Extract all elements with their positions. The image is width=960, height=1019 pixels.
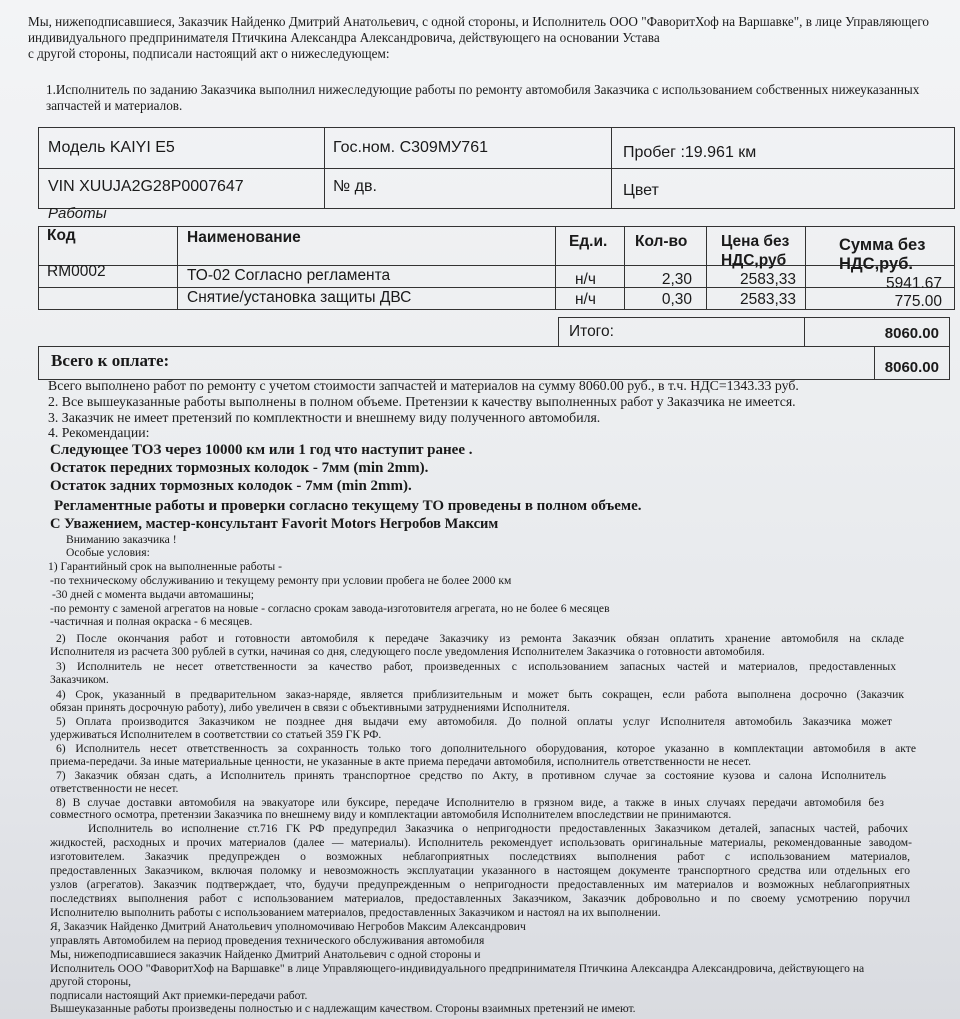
para-11: Исполнитель ООО "ФаворитХоф на Варшавке" в лице Управляющего-индивидуального предпринимателя Птичкина Александра Александровича, действующего на [50, 962, 865, 975]
cond-3b: Заказчиком. [50, 673, 109, 686]
col-header-name: Наименование [187, 229, 301, 246]
item1-line-2: запчастей и материалов. [46, 98, 183, 113]
row1-unit: н/ч [575, 271, 596, 288]
col-header-price-l1: Цена без [721, 233, 790, 250]
itogo-label: Итого: [569, 323, 614, 340]
intro-line-3: с другой стороны, подписали настоящий акт о нижеследующем: [28, 46, 390, 61]
para-13: подписали настоящий Акт приемки-передачи работ. [50, 989, 308, 1002]
special-conditions-heading: Особые условия: [66, 546, 150, 559]
cond-1b: -30 дней с момента выдачи автомашины; [52, 588, 254, 601]
vehicle-mileage: Пробег :19.961 км [623, 144, 757, 161]
recommendation-5: С Уважением, мастер-консультант Favorit Motors Негробов Максим [50, 516, 499, 532]
row1-qty: 2,30 [661, 271, 692, 288]
total-payable-box [38, 346, 950, 380]
para-2: жидкостей, расходных и прочих материалов (далее — материалы). Исполнитель рекомендует использовать оригинальные материалы, рекомендованные заводом- [50, 836, 912, 849]
col-header-code: Код [47, 227, 76, 244]
para-7: Исполнителю выполнить работы с использованием материалов, предоставленных Заказчиком и настоял на их выполнении. [50, 906, 661, 919]
attention-heading: Вниманию заказчика ! [66, 533, 177, 546]
para-14: Вышеуказанные работы произведены полностью и с надлежащим качеством. Стороны взаимных претензий не имеют. [50, 1002, 636, 1015]
vehicle-vin: VIN XUUJA2G28P0007647 [48, 178, 244, 195]
para-1: Исполнитель во исполнение ст.716 ГК РФ предупредил Заказчика о непригодности предоставленных Заказчиком деталей, запасных частей, рабочих [88, 822, 908, 835]
summary-line-1: Всего выполнено работ по ремонту с учетом стоимости запчастей и материалов на сумму 8060.00 руб., в т.ч. НДС=1343.33 руб. [48, 378, 799, 393]
col-header-sum-l1: Сумма без [839, 236, 926, 254]
cond-1: 1) Гарантийный срок на выполненные работы - [48, 560, 282, 573]
para-4: предоставленных Заказчиком, включая поломку и невозможность эксплуатации указанного в настоящем документе транспортного средства или отдельных его [50, 864, 910, 877]
para-10: Мы, нижеподписавшиеся заказчик Найденко Дмитрий Анатольевич с одной стороны и [50, 948, 481, 961]
col-header-qty: Кол-во [635, 233, 688, 250]
row2-unit: н/ч [575, 291, 596, 308]
intro-line-1: Мы, нижеподписавшиеся, Заказчик Найденко Дмитрий Анатольевич, с одной стороны, и Исполнитель ООО "ФаворитХоф на Варшавке", в лице Управляющего [28, 14, 930, 29]
row1-code: RM0002 [47, 263, 106, 280]
recommendation-1: Следующее ТОЗ через 10000 км или 1 год что наступит ранее . [50, 442, 473, 458]
col-header-unit: Ед.и. [569, 233, 608, 250]
cond-8a: 8) В случае доставки автомобиля на эвакуаторе или буксире, передаче Исполнителю в грязном виде, а также в иных случаях передачи автомобиля без [56, 796, 884, 809]
cond-7b: ответственности не несет. [50, 782, 179, 795]
vehicle-plate: Гос.ном. С309МУ761 [333, 139, 488, 156]
cond-5b: удерживаться Исполнителем в соответствии со статьей 359 ГК РФ. [50, 728, 382, 741]
cond-5a: 5) Оплата производится Заказчиком не позднее дня выдачи ему автомобиля. До полной оплаты услуг Исполнителя автомобиль Заказчика может [56, 715, 892, 728]
summary-line-4: 4. Рекомендации: [48, 425, 150, 440]
cond-1d: -частичная и полная окраска - 6 месяцев. [50, 615, 253, 628]
para-8: Я, Заказчик Найденко Дмитрий Анатольевич уполномочиваю Негробов Максим Александрович [50, 920, 526, 933]
col-header-sum-l2: НДС,руб. [839, 255, 913, 273]
row2-sum: 775.00 [894, 293, 942, 310]
para-9: управлять Автомобилем на период проведения технического обслуживания автомобиля [50, 934, 485, 947]
works-table [38, 226, 955, 310]
cond-3a: 3) Исполнитель не несет ответственности за качество работ, произведенных с использованием запасных частей и материалов, предоставленных [56, 660, 896, 673]
cond-1a: -по техническому обслуживанию и текущему ремонту при условии пробега не более 2000 км [50, 574, 512, 587]
cond-4a: 4) Срок, указанный в предварительном заказ-наряде, является приблизительным и может быть сокращен, если работа выполнена досрочно (Заказчик [56, 688, 904, 701]
row1-price: 2583,33 [739, 271, 796, 288]
cond-6b: приема-передачи. За иные материальные ценности, не указанные в акте приема передачи автомобиля, исполнитель ответственности не несет. [50, 755, 752, 768]
cond-7a: 7) Заказчик обязан сдать, а Исполнитель принять транспортное средство по Акту, в противном случае за состояние кузова и салона Исполнитель [56, 769, 886, 782]
row2-price: 2583,33 [739, 291, 796, 308]
para-12: другой стороны, [50, 975, 132, 988]
total-payable-label: Всего к оплате: [51, 351, 170, 370]
recommendation-2: Остаток передних тормозных колодок - 7мм (min 2mm). [50, 460, 429, 476]
cond-4b: обязан принять досрочную работу), либо увеличен в связи с объективными затруднениями Исполнителя. [50, 701, 570, 714]
recommendation-4: Регламентные работы и проверки согласно текущему ТО проведены в полном объеме. [54, 498, 642, 514]
para-6: последствиях выполнения работ с использованием материалов, предоставленных Заказчиком, Заказчик добровольно и по своему усмотрению поручил [50, 892, 910, 905]
cond-2b: Исполнителя из расчета 300 рублей в сутки, начиная со дня, следующего после уведомления Исполнителем Заказчика о готовности автомобиля. [50, 645, 765, 658]
cond-6a: 6) Исполнитель несет ответственность за сохранность только того дополнительного оборудования, которое указанно в комплектации автомобиля в акте [56, 742, 916, 755]
vehicle-color: Цвет [623, 182, 659, 199]
works-section-label: Работы [48, 205, 107, 222]
row2-qty: 0,30 [661, 291, 692, 308]
recommendation-3: Остаток задних тормозных колодок - 7мм (min 2mm). [50, 478, 412, 494]
vehicle-model: Модель KAIYI E5 [48, 139, 175, 156]
cond-2a: 2) После окончания работ и готовности автомобиля к передаче Заказчику из ремонта Заказчик обязан оплатить хранение автомобиля на складе [56, 632, 904, 645]
intro-line-2: индивидуального предпринимателя Птичкина Александра Александровича, действующего на основании Устава [28, 30, 660, 45]
para-5: узлов (агрегатов). Заказчик подтверждает, что, будучи предупрежденным о непригодности предоставленных им материалов и возможных неблагоприятных [50, 878, 910, 891]
summary-line-3: 3. Заказчик не имеет претензий по комплектности и внешнему виду полученного автомобиля. [48, 410, 601, 425]
vehicle-info-table [38, 127, 955, 209]
col-header-price-l2: НДС,руб [721, 252, 787, 269]
cond-8b: совместного осмотра, претензии Заказчика по внешнему виду и комплектации автомобиля Исполнителем впоследствии не принимаются. [50, 808, 732, 821]
itogo-box [558, 317, 950, 347]
row1-sum: 5941.67 [885, 275, 942, 292]
cond-1c: -по ремонту с заменой агрегатов на новые - согласно срокам завода-изготовителя агрегата, но не более 6 месяцев [50, 602, 610, 615]
summary-line-2: 2. Все вышеуказанные работы выполнены в полном объеме. Претензии к качеству выполненных работ у Заказчика не имеется. [48, 394, 796, 409]
row2-name: Снятие/установка защиты ДВС [187, 289, 412, 306]
total-payable-value: 8060.00 [884, 359, 939, 376]
itogo-value: 8060.00 [884, 325, 939, 342]
para-3: изготовителем. Заказчик предупрежден о возможных неблагоприятных последствиях выполнения работ с использованием материалов, [50, 850, 910, 863]
item1-line-1: 1.Исполнитель по заданию Заказчика выполнил нижеследующие работы по ремонту автомобиля Заказчика с использованием собственных нижеуказанных [46, 82, 920, 97]
row1-name: ТО-02 Согласно регламента [187, 267, 391, 284]
vehicle-door-no: № дв. [333, 178, 377, 195]
